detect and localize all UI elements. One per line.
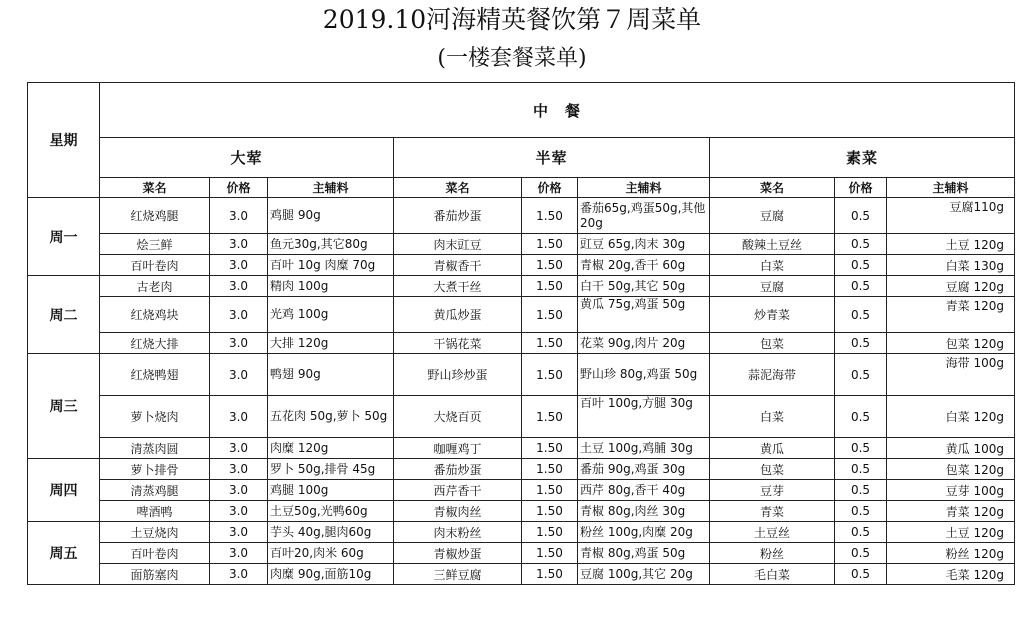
dish-price: 0.5	[835, 234, 887, 255]
dish-price: 0.5	[835, 198, 887, 234]
dish-price: 0.5	[835, 255, 887, 276]
dish-ingredients: 包菜 120g	[887, 459, 1015, 480]
dish-ingredients: 鸭翅 90g	[268, 354, 394, 396]
dish-name: 咖喱鸡丁	[394, 438, 522, 459]
dish-name: 黄瓜	[710, 438, 835, 459]
dish-price: 1.50	[522, 333, 578, 354]
dish-name: 黄瓜炒蛋	[394, 297, 522, 333]
dish-ingredients: 粉丝 100g,肉糜 20g	[578, 522, 710, 543]
dish-ingredients: 青椒 20g,香干 60g	[578, 255, 710, 276]
dish-ingredients: 土豆 100g,鸡脯 30g	[578, 438, 710, 459]
dish-ingredients: 鸡腿 90g	[268, 198, 394, 234]
dish-ingredients: 肉糜 120g	[268, 438, 394, 459]
dish-price: 3.0	[210, 198, 268, 234]
dish-price: 3.0	[210, 276, 268, 297]
dish-price: 1.50	[522, 459, 578, 480]
dish-price: 3.0	[210, 501, 268, 522]
dish-ingredients: 青椒 80g,鸡蛋 50g	[578, 543, 710, 564]
dish-price: 3.0	[210, 234, 268, 255]
dish-ingredients: 白干 50g,其它 50g	[578, 276, 710, 297]
dish-price: 0.5	[835, 276, 887, 297]
dish-name: 古老肉	[100, 276, 210, 297]
category-header-vegetable: 素菜	[710, 138, 1015, 178]
table-row	[28, 438, 1015, 459]
table-row	[28, 564, 1015, 585]
dish-price: 3.0	[210, 438, 268, 459]
dish-price: 3.0	[210, 297, 268, 333]
weekday-cell: 周五	[28, 522, 100, 585]
table-row	[28, 276, 1015, 297]
dish-ingredients: 包菜 120g	[887, 333, 1015, 354]
dish-name: 清蒸鸡腿	[100, 480, 210, 501]
weekday-cell: 周三	[28, 354, 100, 459]
dish-price: 3.0	[210, 333, 268, 354]
dish-ingredients: 黄瓜 100g	[887, 438, 1015, 459]
dish-price: 1.50	[522, 276, 578, 297]
dish-price: 3.0	[210, 396, 268, 438]
dish-ingredients: 豇豆 65g,肉末 30g	[578, 234, 710, 255]
dish-price: 3.0	[210, 543, 268, 564]
column-header: 主辅料	[268, 178, 394, 198]
dish-name: 红烧鸭翅	[100, 354, 210, 396]
dish-name: 毛白菜	[710, 564, 835, 585]
table-row	[28, 396, 1015, 438]
dish-price: 3.0	[210, 354, 268, 396]
column-header: 价格	[522, 178, 578, 198]
dish-price: 1.50	[522, 438, 578, 459]
dish-price: 0.5	[835, 501, 887, 522]
dish-ingredients: 番茄65g,鸡蛋50g,其他20g	[578, 198, 710, 234]
dish-name: 土豆丝	[710, 522, 835, 543]
table-row	[28, 297, 1015, 333]
dish-name: 啤酒鸭	[100, 501, 210, 522]
dish-ingredients: 青菜 120g	[887, 297, 1015, 333]
dish-name: 包菜	[710, 333, 835, 354]
dish-ingredients: 光鸡 100g	[268, 297, 394, 333]
dish-name: 豆腐	[710, 198, 835, 234]
column-header: 菜名	[710, 178, 835, 198]
dish-price: 1.50	[522, 354, 578, 396]
weekday-cell: 周二	[28, 276, 100, 354]
dish-name: 烩三鲜	[100, 234, 210, 255]
dish-ingredients: 花菜 90g,肉片 20g	[578, 333, 710, 354]
dish-name: 大烧百页	[394, 396, 522, 438]
dish-ingredients: 青椒 80g,肉丝 30g	[578, 501, 710, 522]
table-row	[28, 543, 1015, 564]
dish-ingredients: 野山珍 80g,鸡蛋 50g	[578, 354, 710, 396]
column-header: 主辅料	[887, 178, 1015, 198]
dish-price: 1.50	[522, 501, 578, 522]
dish-name: 炒青菜	[710, 297, 835, 333]
table-row	[28, 501, 1015, 522]
dish-name: 青菜	[710, 501, 835, 522]
table-row	[28, 198, 1015, 234]
dish-ingredients: 豆芽 100g	[887, 480, 1015, 501]
dish-ingredients: 海带 100g	[887, 354, 1015, 396]
dish-ingredients: 西芹 80g,香干 40g	[578, 480, 710, 501]
dish-price: 0.5	[835, 333, 887, 354]
table-row	[28, 234, 1015, 255]
dish-name: 蒜泥海带	[710, 354, 835, 396]
dish-name: 番茄炒蛋	[394, 459, 522, 480]
dish-ingredients: 土豆50g,光鸭60g	[268, 501, 394, 522]
dish-name: 包菜	[710, 459, 835, 480]
dish-price: 0.5	[835, 522, 887, 543]
column-header: 价格	[210, 178, 268, 198]
dish-ingredients: 豆腐 100g,其它 20g	[578, 564, 710, 585]
dish-ingredients: 罗卜 50g,排骨 45g	[268, 459, 394, 480]
dish-name: 青椒炒蛋	[394, 543, 522, 564]
dish-price: 1.50	[522, 198, 578, 234]
dish-ingredients: 肉糜 90g,面筋10g	[268, 564, 394, 585]
lunch-header: 中 餐	[100, 83, 1015, 138]
dish-name: 大煮干丝	[394, 276, 522, 297]
dish-ingredients: 毛菜 120g	[887, 564, 1015, 585]
dish-ingredients: 大排 120g	[268, 333, 394, 354]
weekday-cell: 周一	[28, 198, 100, 276]
dish-price: 3.0	[210, 564, 268, 585]
dish-price: 1.50	[522, 480, 578, 501]
dish-price: 0.5	[835, 543, 887, 564]
dish-price: 0.5	[835, 354, 887, 396]
dish-name: 酸辣土豆丝	[710, 234, 835, 255]
table-row	[28, 480, 1015, 501]
table-row	[28, 354, 1015, 396]
dish-ingredients: 青菜 120g	[887, 501, 1015, 522]
dish-ingredients: 白菜 120g	[887, 396, 1015, 438]
table-row	[28, 255, 1015, 276]
dish-name: 百叶卷肉	[100, 543, 210, 564]
dish-price: 3.0	[210, 255, 268, 276]
dish-name: 豆腐	[710, 276, 835, 297]
dish-name: 萝卜烧肉	[100, 396, 210, 438]
dish-price: 3.0	[210, 480, 268, 501]
dish-name: 青椒肉丝	[394, 501, 522, 522]
table-row	[28, 459, 1015, 480]
page-subtitle: (一楼套餐菜单)	[437, 46, 587, 71]
dish-name: 红烧鸡块	[100, 297, 210, 333]
dish-name: 清蒸肉圆	[100, 438, 210, 459]
dish-name: 豆芽	[710, 480, 835, 501]
dish-ingredients: 土豆 120g	[887, 522, 1015, 543]
dish-price: 1.50	[522, 543, 578, 564]
dish-ingredients: 五花肉 50g,萝卜 50g	[268, 396, 394, 438]
dish-name: 白菜	[710, 255, 835, 276]
dish-ingredients: 白菜 130g	[887, 255, 1015, 276]
dish-name: 肉末粉丝	[394, 522, 522, 543]
dish-ingredients: 百叶 100g,方腿 30g	[578, 396, 710, 438]
dish-name: 红烧大排	[100, 333, 210, 354]
page-title: 2019.10河海精英餐饮第７周菜单	[322, 5, 702, 34]
dish-name: 萝卜排骨	[100, 459, 210, 480]
dish-price: 0.5	[835, 297, 887, 333]
dish-name: 西芹香干	[394, 480, 522, 501]
dish-ingredients: 番茄 90g,鸡蛋 30g	[578, 459, 710, 480]
dish-price: 3.0	[210, 459, 268, 480]
dish-price: 1.50	[522, 255, 578, 276]
dish-name: 肉末豇豆	[394, 234, 522, 255]
table-row	[28, 522, 1015, 543]
dish-name: 三鲜豆腐	[394, 564, 522, 585]
table-row	[28, 333, 1015, 354]
dish-ingredients: 鱼元30g,其它80g	[268, 234, 394, 255]
dish-price: 0.5	[835, 564, 887, 585]
dish-ingredients: 精肉 100g	[268, 276, 394, 297]
dish-price: 1.50	[522, 297, 578, 333]
weekday-header: 星期	[28, 83, 100, 198]
dish-name: 红烧鸡腿	[100, 198, 210, 234]
dish-name: 干锅花菜	[394, 333, 522, 354]
dish-ingredients: 豆腐 120g	[887, 276, 1015, 297]
dish-price: 1.50	[522, 522, 578, 543]
dish-price: 3.0	[210, 522, 268, 543]
dish-price: 0.5	[835, 480, 887, 501]
dish-ingredients: 黄瓜 75g,鸡蛋 50g	[578, 297, 710, 333]
category-header-meat: 大荤	[100, 138, 394, 178]
dish-name: 白菜	[710, 396, 835, 438]
dish-name: 百叶卷肉	[100, 255, 210, 276]
column-header: 价格	[835, 178, 887, 198]
menu-table	[27, 82, 1015, 585]
dish-ingredients: 百叶20,肉米 60g	[268, 543, 394, 564]
dish-name: 面筋塞肉	[100, 564, 210, 585]
dish-price: 0.5	[835, 459, 887, 480]
dish-ingredients: 土豆 120g	[887, 234, 1015, 255]
column-header: 菜名	[100, 178, 210, 198]
weekday-cell: 周四	[28, 459, 100, 522]
dish-name: 野山珍炒蛋	[394, 354, 522, 396]
dish-ingredients: 芋头 40g,腿肉60g	[268, 522, 394, 543]
column-header: 主辅料	[578, 178, 710, 198]
dish-name: 粉丝	[710, 543, 835, 564]
dish-ingredients: 鸡腿 100g	[268, 480, 394, 501]
dish-ingredients: 百叶 10g 肉糜 70g	[268, 255, 394, 276]
dish-ingredients: 粉丝 120g	[887, 543, 1015, 564]
dish-price: 0.5	[835, 396, 887, 438]
dish-name: 青椒香干	[394, 255, 522, 276]
dish-name: 番茄炒蛋	[394, 198, 522, 234]
column-header: 菜名	[394, 178, 522, 198]
dish-ingredients: 豆腐110g	[887, 198, 1015, 234]
dish-price: 1.50	[522, 396, 578, 438]
dish-price: 1.50	[522, 564, 578, 585]
category-header-half-meat: 半荤	[394, 138, 710, 178]
dish-name: 土豆烧肉	[100, 522, 210, 543]
dish-price: 0.5	[835, 438, 887, 459]
dish-price: 1.50	[522, 234, 578, 255]
